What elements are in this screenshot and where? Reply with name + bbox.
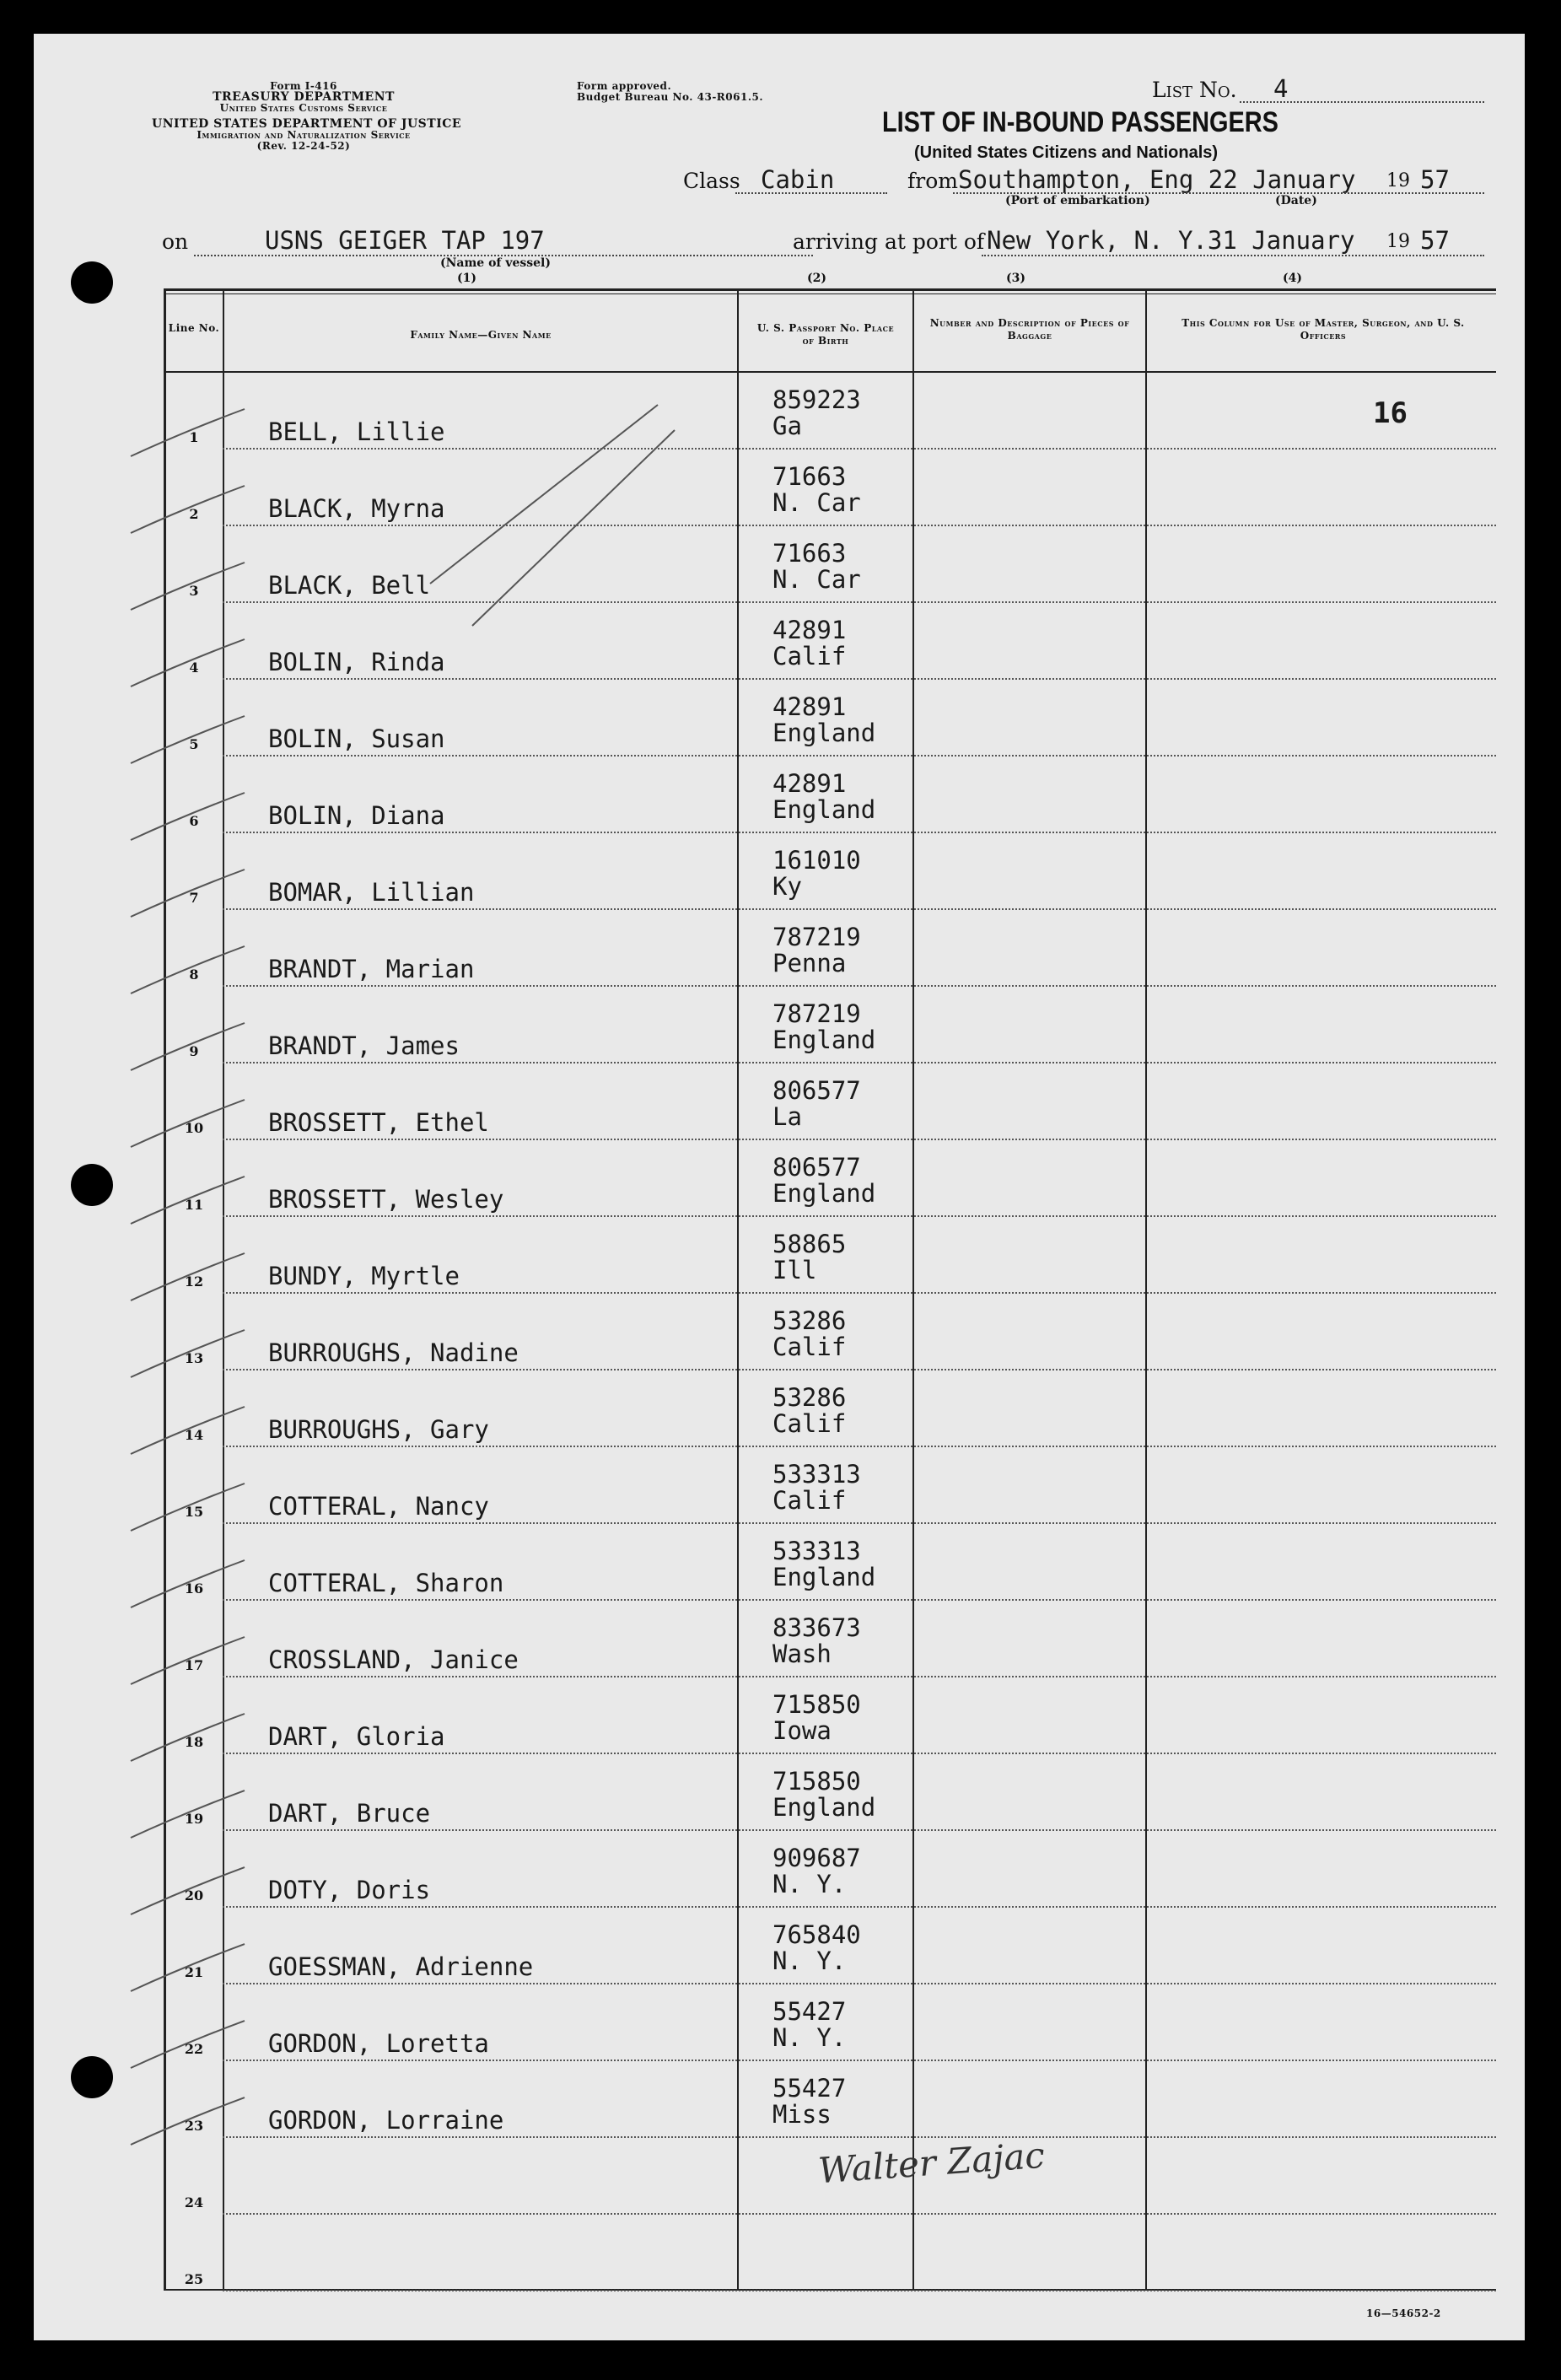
passenger-name: DOTY, Doris bbox=[268, 1876, 431, 1904]
passport-birthplace bbox=[772, 2076, 846, 2128]
passport-number: 53286 bbox=[772, 1306, 847, 1335]
table-top-border bbox=[164, 288, 1496, 291]
year-prefix-2: 19 bbox=[1386, 231, 1410, 252]
passenger-name: BURROUGHS, Nadine bbox=[268, 1338, 519, 1367]
row-line bbox=[223, 1522, 1496, 1524]
line-number: 19 bbox=[184, 1811, 204, 1827]
line-number: 6 bbox=[189, 813, 199, 829]
row-line bbox=[223, 2213, 1496, 2215]
line-number: 14 bbox=[184, 1427, 204, 1443]
line-number: 1 bbox=[189, 429, 199, 445]
page-subtitle: (United States Citizens and Nationals) bbox=[914, 143, 1219, 162]
row-line bbox=[223, 1599, 1496, 1601]
line-number: 22 bbox=[184, 2041, 204, 2057]
form-approval bbox=[577, 81, 763, 103]
place-of-birth: Miss bbox=[772, 2100, 832, 2129]
form-number: Form I-416 bbox=[270, 80, 337, 92]
row-line bbox=[223, 525, 1496, 526]
place-of-birth: N. Car bbox=[772, 565, 861, 594]
row-line bbox=[223, 908, 1496, 910]
line-number: 21 bbox=[184, 1964, 204, 1980]
place-of-birth: La bbox=[772, 1102, 802, 1131]
line-number: 10 bbox=[184, 1120, 204, 1136]
passport-birthplace bbox=[772, 1769, 875, 1821]
passport-birthplace bbox=[772, 848, 861, 900]
passport-birthplace bbox=[772, 1462, 861, 1514]
passport-number: 715850 bbox=[772, 1767, 861, 1796]
line-number: 25 bbox=[184, 2271, 204, 2287]
row-line bbox=[223, 1983, 1496, 1984]
passport-number: 859223 bbox=[772, 385, 861, 414]
row-line bbox=[223, 832, 1496, 833]
passport-number: 715850 bbox=[772, 1690, 861, 1719]
pencil-diagonal-2 bbox=[472, 430, 675, 626]
line-number: 12 bbox=[184, 1273, 204, 1290]
passport-number: 765840 bbox=[772, 1920, 861, 1949]
passport-birthplace bbox=[772, 1001, 875, 1053]
vessel-caption: (Name of vessel) bbox=[440, 256, 551, 270]
line-number: 8 bbox=[189, 967, 199, 983]
passport-number: 161010 bbox=[772, 846, 861, 875]
passenger-name: COTTERAL, Nancy bbox=[268, 1492, 489, 1521]
line-number: 13 bbox=[184, 1350, 204, 1366]
passenger-name: BELL, Lillie bbox=[268, 417, 445, 446]
passport-number: 53286 bbox=[772, 1383, 847, 1412]
place-of-birth: Ill bbox=[772, 1256, 817, 1284]
passport-number: 42891 bbox=[772, 616, 847, 644]
row-line bbox=[223, 448, 1496, 450]
place-of-birth: Calif bbox=[772, 1333, 847, 1361]
class-label: Class bbox=[683, 169, 740, 193]
row-line bbox=[223, 601, 1496, 603]
passport-number: 533313 bbox=[772, 1460, 861, 1489]
passenger-name: BRANDT, James bbox=[268, 1031, 460, 1060]
on-label: on bbox=[162, 229, 189, 254]
col-header-baggage: Number and Description of Pieces of Baggage bbox=[929, 317, 1130, 342]
customs-service: United States Customs Service bbox=[219, 102, 388, 114]
place-of-birth: N. Y. bbox=[772, 1947, 847, 1975]
punch-hole-middle bbox=[71, 1164, 113, 1206]
row-line bbox=[223, 678, 1496, 680]
row-line bbox=[223, 1062, 1496, 1063]
line-number: 2 bbox=[189, 506, 199, 522]
passport-birthplace bbox=[772, 1308, 846, 1360]
year-value-2: 57 bbox=[1420, 226, 1450, 255]
passenger-name: BLACK, Myrna bbox=[268, 494, 445, 523]
row-line bbox=[223, 1369, 1496, 1370]
row-line bbox=[223, 1753, 1496, 1754]
passenger-name: GORDON, Loretta bbox=[268, 2029, 489, 2058]
passenger-name: COTTERAL, Sharon bbox=[268, 1569, 504, 1597]
list-no-line bbox=[1240, 101, 1484, 103]
passport-birthplace bbox=[772, 1692, 861, 1744]
place-of-birth: Wash bbox=[772, 1640, 832, 1668]
place-of-birth: England bbox=[772, 1793, 876, 1822]
form-approved: Form approved. bbox=[577, 80, 672, 92]
line-number: 16 bbox=[184, 1580, 204, 1597]
passport-number: 58865 bbox=[772, 1230, 847, 1258]
col-header-name: Family Name—Given Name bbox=[410, 329, 552, 341]
column-number-4: (4) bbox=[1283, 272, 1302, 285]
passport-number: 533313 bbox=[772, 1537, 861, 1565]
passenger-name: DART, Bruce bbox=[268, 1799, 431, 1828]
justice-department: UNITED STATES DEPARTMENT OF JUSTICE bbox=[152, 117, 462, 131]
passport-number: 806577 bbox=[772, 1153, 861, 1182]
punch-hole-top bbox=[71, 261, 113, 304]
passenger-name: BOMAR, Lillian bbox=[268, 878, 475, 907]
place-of-birth: Calif bbox=[772, 642, 847, 670]
arriving-label: arriving at port of bbox=[793, 229, 985, 254]
arriving-value: New York, N. Y.31 January bbox=[987, 226, 1355, 255]
passport-number: 806577 bbox=[772, 1076, 861, 1105]
place-of-birth: Calif bbox=[772, 1486, 847, 1515]
row-line bbox=[223, 1139, 1496, 1140]
line-number: 15 bbox=[184, 1504, 204, 1520]
line-number: 24 bbox=[184, 2194, 204, 2210]
column-number-1: (1) bbox=[457, 272, 476, 285]
passport-birthplace bbox=[772, 1231, 846, 1284]
col-divider-2 bbox=[737, 288, 739, 2291]
row-line bbox=[223, 755, 1496, 757]
signature: Walter Zajac bbox=[816, 2134, 1047, 2192]
line-number: 23 bbox=[184, 2118, 204, 2134]
passenger-name: GORDON, Lorraine bbox=[268, 2106, 504, 2135]
place-of-birth: England bbox=[772, 719, 876, 747]
passport-birthplace bbox=[772, 1845, 861, 1898]
footer-code: 16—54652-2 bbox=[1366, 2307, 1441, 2319]
passenger-name: BROSSETT, Ethel bbox=[268, 1108, 489, 1137]
table-header-divider bbox=[164, 371, 1496, 373]
line-number: 11 bbox=[184, 1197, 204, 1213]
row-line bbox=[223, 1676, 1496, 1677]
place-of-birth: England bbox=[772, 1026, 876, 1054]
col-divider-3 bbox=[912, 288, 914, 2291]
list-no-value: 4 bbox=[1273, 74, 1289, 103]
place-of-birth: Ky bbox=[772, 872, 802, 901]
year-prefix-1: 19 bbox=[1386, 170, 1410, 191]
passenger-name: BLACK, Bell bbox=[268, 571, 431, 600]
passport-birthplace bbox=[772, 1922, 861, 1974]
line-number: 3 bbox=[189, 583, 199, 599]
col-header-line-no: Line No. bbox=[168, 322, 220, 334]
officer-note: 16 bbox=[1373, 396, 1408, 430]
passenger-name: DART, Gloria bbox=[268, 1722, 445, 1751]
port-embarkation-caption: (Port of embarkation) bbox=[1005, 194, 1150, 207]
agency-block bbox=[152, 80, 462, 152]
table-left-border bbox=[164, 288, 166, 2291]
passport-birthplace bbox=[772, 694, 875, 746]
passport-birthplace bbox=[772, 541, 861, 593]
passenger-name: BOLIN, Rinda bbox=[268, 648, 445, 676]
place-of-birth: Penna bbox=[772, 949, 847, 977]
place-of-birth: N. Car bbox=[772, 488, 861, 517]
passenger-name: BOLIN, Susan bbox=[268, 724, 445, 753]
col-divider-4 bbox=[1145, 288, 1147, 2291]
table-top-border-inner bbox=[164, 293, 1496, 294]
passport-number: 55427 bbox=[772, 1997, 847, 2026]
row-line bbox=[223, 1292, 1496, 1294]
passport-number: 71663 bbox=[772, 462, 847, 491]
line-number: 5 bbox=[189, 736, 199, 752]
from-label: from bbox=[907, 169, 958, 193]
col-header-passport: U. S. Passport No. Place of Birth bbox=[756, 322, 895, 347]
class-value: Cabin bbox=[761, 165, 835, 194]
row-line bbox=[223, 2290, 1496, 2291]
line-number: 9 bbox=[189, 1043, 199, 1059]
passport-birthplace bbox=[772, 1999, 846, 2051]
line-number: 7 bbox=[189, 890, 199, 906]
treasury-department: TREASURY DEPARTMENT bbox=[213, 90, 395, 104]
page-title: LIST OF IN-BOUND PASSENGERS bbox=[882, 106, 1278, 138]
place-of-birth: England bbox=[772, 1179, 876, 1208]
passport-number: 71663 bbox=[772, 539, 847, 568]
passport-birthplace bbox=[772, 1078, 861, 1130]
year-value-1: 57 bbox=[1420, 165, 1450, 194]
passport-number: 42891 bbox=[772, 769, 847, 798]
row-line bbox=[223, 1829, 1496, 1831]
line-number: 18 bbox=[184, 1734, 204, 1750]
passenger-name: GOESSMAN, Adrienne bbox=[268, 1952, 534, 1981]
date-caption: (Date) bbox=[1275, 194, 1317, 207]
passport-number: 42891 bbox=[772, 692, 847, 721]
col-header-officers: This Column for Use of Master, Surgeon, and U. S. Officers bbox=[1182, 317, 1465, 342]
place-of-birth: N. Y. bbox=[772, 1870, 847, 1898]
passenger-name: CROSSLAND, Janice bbox=[268, 1645, 519, 1674]
column-number-2: (2) bbox=[807, 272, 826, 285]
column-number-3: (3) bbox=[1006, 272, 1025, 285]
immigration-service: Immigration and Naturalization Service bbox=[196, 129, 411, 141]
passport-birthplace bbox=[772, 1615, 861, 1667]
passport-birthplace bbox=[772, 387, 861, 439]
passport-birthplace bbox=[772, 771, 875, 823]
passenger-name: BRANDT, Marian bbox=[268, 955, 475, 983]
row-line bbox=[223, 2136, 1496, 2138]
place-of-birth: Ga bbox=[772, 412, 802, 440]
budget-bureau: Budget Bureau No. 43-R061.5. bbox=[577, 91, 764, 103]
pencil-diagonal-1 bbox=[430, 405, 658, 584]
passport-number: 55427 bbox=[772, 2074, 847, 2103]
passport-birthplace bbox=[772, 1155, 875, 1207]
place-of-birth: Calif bbox=[772, 1409, 847, 1438]
place-of-birth: Iowa bbox=[772, 1716, 832, 1745]
form-revision: (Rev. 12-24-52) bbox=[256, 140, 351, 152]
passport-birthplace bbox=[772, 1385, 846, 1437]
passport-number: 787219 bbox=[772, 999, 861, 1028]
row-line bbox=[223, 1906, 1496, 1908]
passenger-name: BROSSETT, Wesley bbox=[268, 1185, 504, 1214]
line-number: 17 bbox=[184, 1657, 204, 1673]
from-value: Southampton, Eng 22 January bbox=[958, 165, 1356, 194]
line-number: 4 bbox=[189, 660, 199, 676]
col-divider-1 bbox=[223, 288, 224, 2291]
row-line bbox=[223, 1215, 1496, 1217]
passport-birthplace bbox=[772, 464, 861, 516]
passport-number: 833673 bbox=[772, 1613, 861, 1642]
punch-hole-bottom bbox=[71, 2056, 113, 2098]
place-of-birth: England bbox=[772, 1563, 876, 1591]
passenger-name: BUNDY, Myrtle bbox=[268, 1262, 460, 1290]
row-line bbox=[223, 1446, 1496, 1447]
row-line bbox=[223, 985, 1496, 987]
passenger-name: BOLIN, Diana bbox=[268, 801, 445, 830]
class-line bbox=[735, 192, 887, 194]
row-line bbox=[223, 2060, 1496, 2061]
arriving-line bbox=[982, 255, 1484, 256]
place-of-birth: England bbox=[772, 795, 876, 824]
passport-birthplace bbox=[772, 617, 846, 670]
passport-birthplace bbox=[772, 1538, 875, 1591]
vessel-value: USNS GEIGER TAP 197 bbox=[265, 226, 545, 255]
passenger-name: BURROUGHS, Gary bbox=[268, 1415, 489, 1444]
list-no-label: List No. bbox=[1152, 78, 1237, 102]
passport-birthplace bbox=[772, 924, 861, 977]
place-of-birth: N. Y. bbox=[772, 2023, 847, 2052]
passport-number: 787219 bbox=[772, 923, 861, 951]
manifest-page bbox=[34, 34, 1525, 2340]
line-number: 20 bbox=[184, 1887, 204, 1903]
passport-number: 909687 bbox=[772, 1844, 861, 1872]
